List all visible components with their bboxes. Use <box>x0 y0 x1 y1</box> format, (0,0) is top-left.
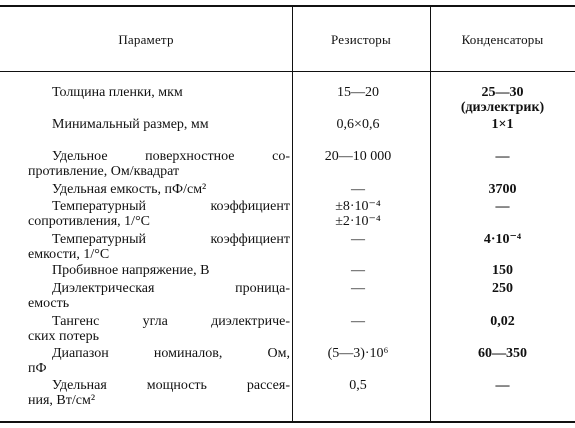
parameter-cell-line: Удельное поверхностное со- <box>52 149 290 164</box>
parameter-cell-line: Толщина пленки, мкм <box>52 85 183 100</box>
capacitors-cell <box>430 199 575 214</box>
capacitors-cell <box>430 85 575 115</box>
capacitors-cell-line: 4·10⁻⁴ <box>483 232 522 247</box>
resistors-cell <box>292 182 424 197</box>
parameter-cell-line: Диэлектрическая проница- <box>52 281 290 296</box>
resistors-cell-line: — <box>351 263 365 278</box>
capacitors-cell-line: (диэлектрик) <box>460 100 545 115</box>
table-top-rule <box>0 5 575 7</box>
header-resistors: Резисторы <box>331 32 391 47</box>
resistors-cell-line: — <box>351 281 365 296</box>
resistors-cell-line: 15—20 <box>337 85 379 100</box>
header-capacitors: Конденсаторы <box>461 32 544 47</box>
resistors-cell <box>292 346 424 361</box>
resistors-cell <box>292 149 424 164</box>
resistors-cell <box>292 281 424 296</box>
table-bottom-rule <box>0 421 575 423</box>
parameter-cell <box>52 263 290 278</box>
capacitors-cell <box>430 182 575 197</box>
parameter-cell-line: Температурный коэффициент <box>52 232 290 247</box>
parameter-cell-line: сопротивления, 1/°С <box>28 214 151 229</box>
capacitors-cell <box>430 149 575 164</box>
parameter-cell <box>28 232 290 262</box>
header-parameter: Параметр <box>118 32 174 47</box>
capacitors-cell-line: — <box>495 149 510 164</box>
parameter-cell-line: емость <box>28 296 70 311</box>
parameter-cell <box>52 182 290 197</box>
capacitors-cell-line: 3700 <box>488 182 517 197</box>
parameter-cell <box>28 378 290 408</box>
capacitors-cell-line: 0,02 <box>490 314 515 329</box>
parameter-cell <box>28 346 290 376</box>
parameter-cell <box>52 85 290 100</box>
capacitors-cell <box>430 281 575 296</box>
parameter-cell <box>28 314 290 344</box>
resistors-cell <box>292 314 424 329</box>
header-bottom-rule <box>0 71 575 72</box>
parameter-cell-line: противление, Ом/квадрат <box>28 164 180 179</box>
parameter-cell-line: емкости, 1/°С <box>28 247 110 262</box>
capacitors-cell-line: 25—30 <box>481 85 524 100</box>
capacitors-cell-line: — <box>495 199 510 214</box>
capacitors-cell <box>430 378 575 393</box>
parameter-cell-line: Диапазон номиналов, Ом, <box>52 346 290 361</box>
parameter-cell-line: Температурный коэффициент <box>52 199 290 214</box>
capacitors-cell-line: — <box>495 378 510 393</box>
parameter-cell <box>28 199 290 229</box>
resistors-cell <box>292 117 424 132</box>
resistors-cell-line: — <box>351 314 365 329</box>
capacitors-cell-line: 250 <box>492 281 513 296</box>
resistors-cell-line: — <box>351 182 365 197</box>
resistors-cell-line: — <box>351 232 365 247</box>
resistors-cell <box>292 378 424 393</box>
parameter-cell-line: Тангенс угла диэлектриче- <box>52 314 290 329</box>
resistors-cell <box>292 199 424 229</box>
resistors-cell-line: 0,5 <box>349 378 367 393</box>
parameter-cell-line: ских потерь <box>28 329 100 344</box>
capacitors-cell-line: 60—350 <box>478 346 527 361</box>
parameter-cell-line: Удельная мощность рассея- <box>52 378 290 393</box>
capacitors-cell <box>430 263 575 278</box>
parameter-cell-line: Минимальный размер, мм <box>52 117 209 132</box>
resistors-cell-line: 0,6×0,6 <box>336 117 380 132</box>
capacitors-cell <box>430 314 575 329</box>
resistors-cell <box>292 232 424 247</box>
parameter-cell <box>28 281 290 311</box>
parameter-cell-line: Удельная емкость, пФ/см² <box>52 182 207 197</box>
resistors-cell-line: (5—3)·10⁶ <box>327 346 389 361</box>
resistors-cell <box>292 85 424 100</box>
resistors-cell-line: 20—10 000 <box>324 149 392 164</box>
resistors-cell <box>292 263 424 278</box>
parameter-cell-line: ния, Вт/см² <box>28 393 96 408</box>
capacitors-cell-line: 150 <box>492 263 513 278</box>
resistors-cell-line: ±8·10⁻⁴ <box>335 199 381 214</box>
resistors-cell-line: ±2·10⁻⁴ <box>335 214 381 229</box>
capacitors-cell <box>430 117 575 132</box>
capacitors-cell <box>430 232 575 247</box>
capacitors-cell <box>430 346 575 361</box>
capacitors-cell-line: 1×1 <box>491 117 514 132</box>
parameter-cell <box>28 149 290 179</box>
parameter-cell-line: пФ <box>28 361 47 376</box>
parameter-cell-line: Пробивное напряжение, В <box>52 263 210 278</box>
parameter-cell <box>52 117 290 132</box>
